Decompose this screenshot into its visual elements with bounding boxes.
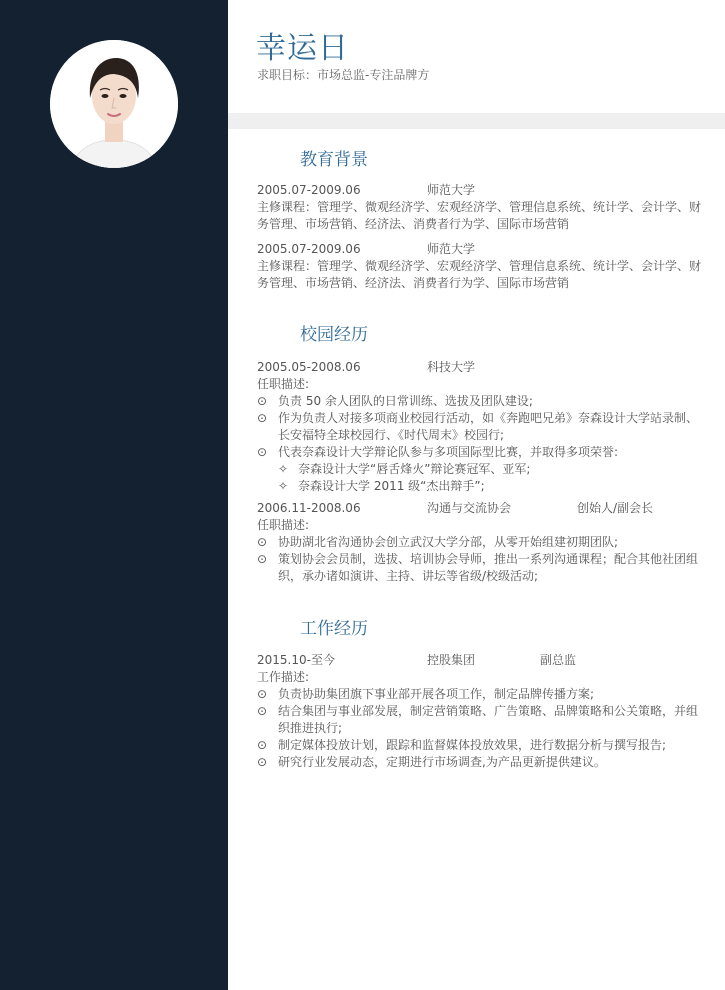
campus-item-list <box>257 534 707 585</box>
education-school: 师范大学 <box>427 242 476 256</box>
job-objective: 求职目标：市场总监-专注品牌方 <box>257 68 430 82</box>
list-item: ⊙ 研究行业发展动态，定期进行市场调查,为产品更新提供建议。 <box>257 754 707 771</box>
education-school: 师范大学 <box>427 183 476 197</box>
campus-org: 沟通与交流协会 <box>427 501 512 515</box>
list-item: ⊙ 代表奈森设计大学辩论队参与多项国际型比赛，并取得多项荣誉: <box>257 444 707 461</box>
campus-entry <box>257 500 707 585</box>
education-courses: 主修课程：管理学、微观经济学、宏观经济学、管理信息系统、统计学、会计学、财务管理、市场营销、经济法、消费者行为学、国际市场营销 <box>257 259 702 290</box>
work-role: 副总监 <box>540 653 577 667</box>
campus-org: 科技大学 <box>427 360 476 374</box>
header-divider-band <box>228 113 725 129</box>
education-period: 2005.07-2009.06 <box>257 183 361 197</box>
work-item-list <box>257 686 707 771</box>
campus-entry <box>257 359 707 495</box>
campus-item-list <box>257 393 707 461</box>
description-label: 任职描述: <box>257 377 310 391</box>
work-period: 2015.10-至今 <box>257 653 335 667</box>
campus-period: 2006.11-2008.06 <box>257 501 361 515</box>
description-label: 工作描述: <box>257 670 310 684</box>
list-item: ⊙ 负责协助集团旗下事业部开展各项工作，制定品牌传播方案; <box>257 686 707 703</box>
list-item: ⊙ 制定媒体投放计划，跟踪和监督媒体投放效果，进行数据分析与撰写报告; <box>257 737 707 754</box>
work-company: 控股集团 <box>427 653 476 667</box>
education-entry <box>257 182 707 233</box>
list-item: ⊙ 作为负责人对接多项商业校园行活动，如《奔跑吧兄弟》奈森设计大学站录制、长安福特全球校园行、《时代周末》校园行; <box>257 410 707 444</box>
section-title-campus: 校园经历 <box>300 325 368 345</box>
list-item: ⊙ 结合集团与事业部发展，制定营销策略、广告策略、品牌策略和公关策略，并组织推进执行; <box>257 703 707 737</box>
education-period: 2005.07-2009.06 <box>257 242 361 256</box>
candidate-name: 幸运日 <box>256 31 349 66</box>
list-item: ⊙ 负责 50 余人团队的日常训练、选拔及团队建设; <box>257 393 707 410</box>
campus-period: 2005.05-2008.06 <box>257 360 361 374</box>
sub-list-item: ✧ 奈森设计大学 2011 级“杰出辩手”; <box>257 478 707 495</box>
list-item: ⊙ 协助湖北省沟通协会创立武汉大学分部，从零开始组建初期团队; <box>257 534 707 551</box>
description-label: 任职描述: <box>257 518 310 532</box>
section-title-work: 工作经历 <box>300 619 368 639</box>
work-entry <box>257 652 707 771</box>
honor-sublist <box>257 461 707 495</box>
profile-photo <box>50 40 178 168</box>
sub-list-item: ✧ 奈森设计大学“唇舌烽火”辩论赛冠军、亚军; <box>257 461 707 478</box>
campus-role: 创始人/副会长 <box>577 501 654 515</box>
section-title-education: 教育背景 <box>300 150 368 170</box>
education-courses: 主修课程：管理学、微观经济学、宏观经济学、管理信息系统、统计学、会计学、财务管理、市场营销、经济法、消费者行为学、国际市场营销 <box>257 200 702 231</box>
education-entry <box>257 241 707 292</box>
list-item: ⊙ 策划协会会员制，选拔、培训协会导师，推出一系列沟通课程；配合其他社团组织，承办诸如演讲、主持、讲坛等省级/校级活动; <box>257 551 707 585</box>
